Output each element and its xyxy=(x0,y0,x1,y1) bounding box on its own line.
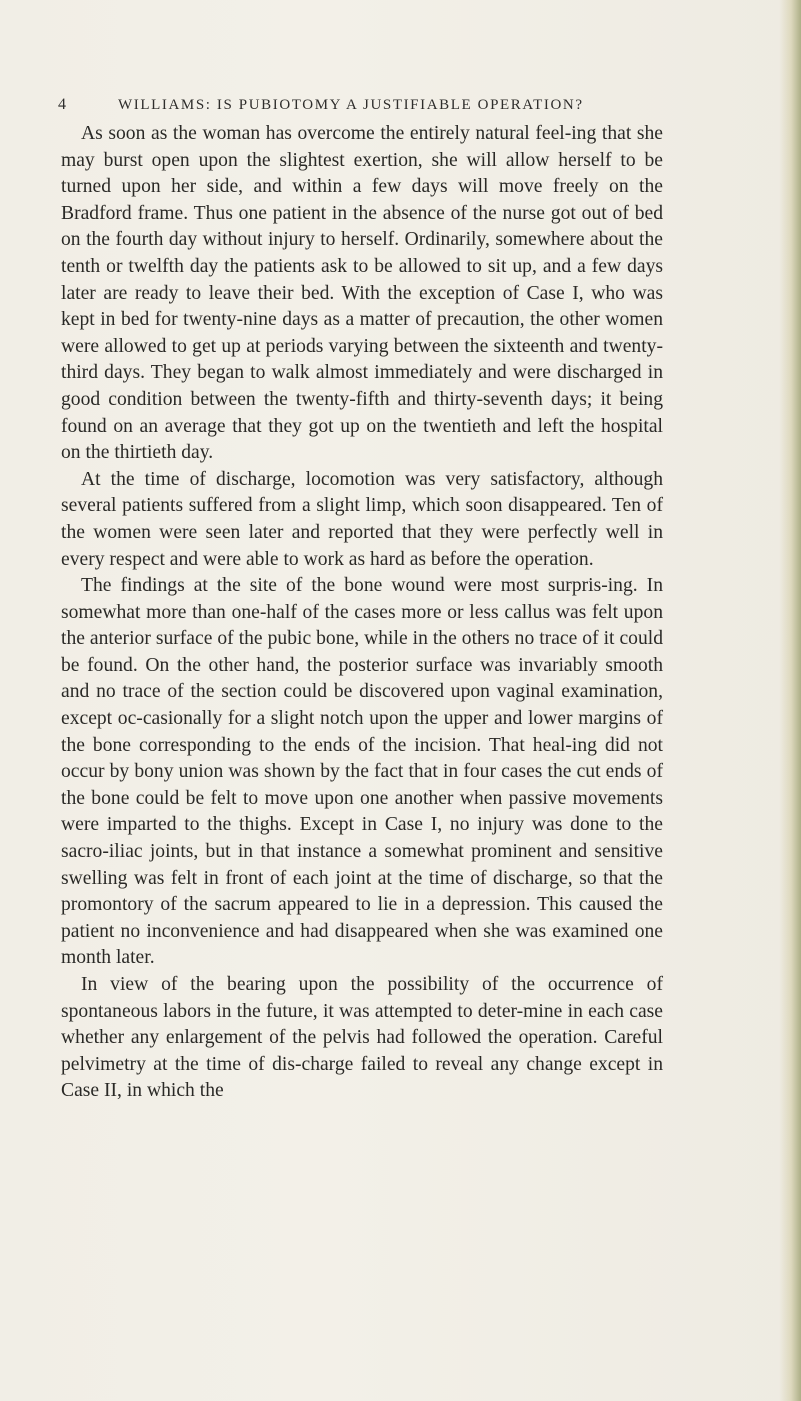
paragraph-2: At the time of discharge, locomotion was very satisfactory, although several patients suffered from a slight limp, which soon disappeared. Ten of the women were seen later and reported that they were perfectly well in every respect and were able to work as hard as before the operation. xyxy=(61,468,663,570)
running-head xyxy=(58,96,698,114)
paragraph-3: The findings at the site of the bone wound were most surpris-ing. In somewhat more than one-half of the cases more or less callus was felt upon the anterior surface of the pubic bone, while in the others no trace of it could be found. On the other hand, the posterior surface was invariably smooth and no trace of the section could be discovered upon vaginal examination, except oc-casionally for a slight notch upon the upper and lower margins of the bone corresponding to the ends of the incision. That heal-ing did not occur by bony union was shown by the fact that in four cases the cut ends of the bone could be felt to move upon one another when passive movements were imparted to the thighs. Except in Case I, no injury was done to the sacro-iliac joints, but in that instance a somewhat prominent and sensitive swelling was felt in front of each joint at the time of discharge, so that the promontory of the sacrum appeared to lie in a depression. This caused the patient no inconvenience and had disappeared when she was examined one month later. xyxy=(61,575,663,969)
running-title: WILLIAMS: IS PUBIOTOMY A JUSTIFIABLE OPERATION? xyxy=(118,97,584,113)
page-edge-shadow xyxy=(779,0,801,1401)
paragraph-1: As soon as the woman has overcome the entirely natural feel-ing that she may burst open upon the slightest exertion, she will allow herself to be turned upon her side, and within a few days will move freely on the Bradford frame. Thus one patient in the absence of the nurse got out of bed on the fourth day without injury to herself. Ordinarily, somewhere about the tenth or twelfth day the patients ask to be allowed to sit up, and a few days later are ready to leave their bed. With the exception of Case I, who was kept in bed for twenty-nine days as a matter of precaution, the other women were allowed to get up at periods varying between the sixteenth and twenty-third days. They began to walk almost immediately and were discharged in good condition between the twenty-fifth and thirty-seventh days; it being found on an average that they got up on the twentieth and left the hospital on the thirtieth day. xyxy=(61,123,663,464)
body-text xyxy=(61,121,663,1105)
page-number: 4 xyxy=(58,96,68,113)
paragraph-4: In view of the bearing upon the possibility of the occurrence of spontaneous labors in the future, it was attempted to deter-mine in each case whether any enlargement of the pelvis had followed the operation. Careful pelvimetry at the time of dis-charge failed to reveal any change except in Case II, in which the xyxy=(61,974,663,1102)
